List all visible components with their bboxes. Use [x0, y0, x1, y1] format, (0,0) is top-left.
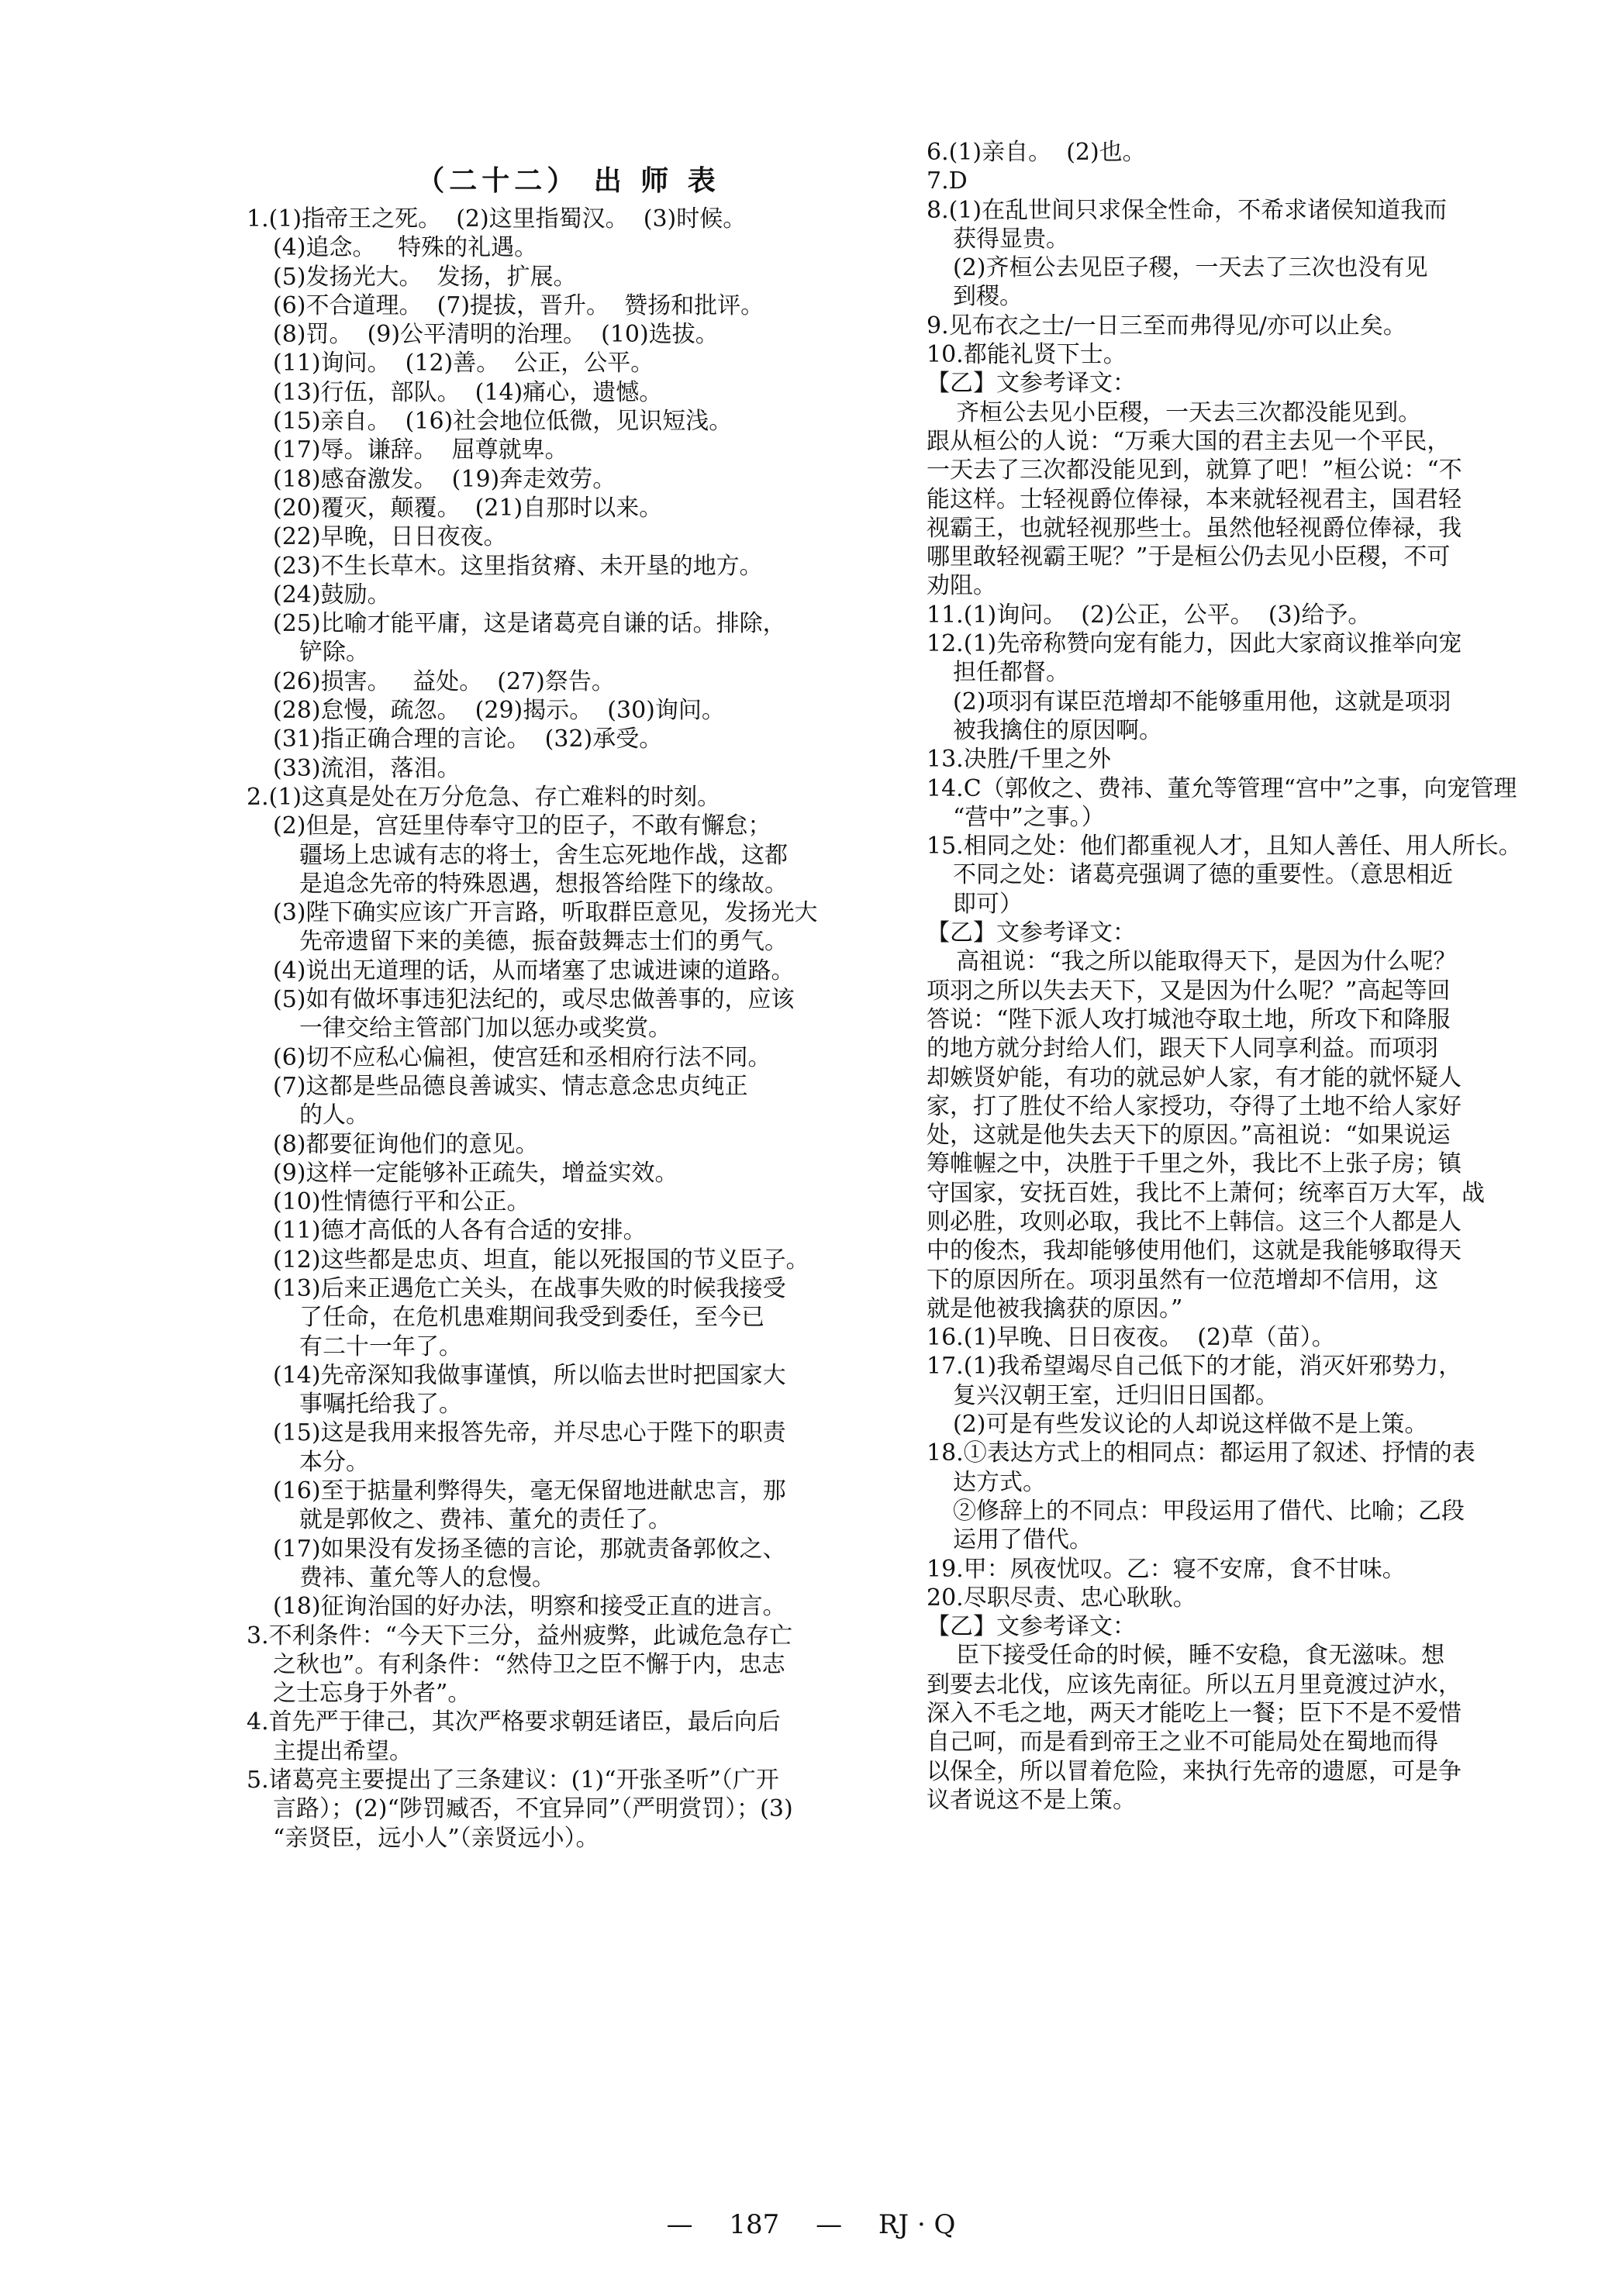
text-line: 事嘱托给我了。 — [299, 1391, 462, 1419]
text-line: 本分。 — [299, 1448, 369, 1476]
text-line: 10.都能礼贤下士。 — [927, 341, 1127, 369]
text-line: 有二十一年了。 — [299, 1332, 462, 1360]
text-line: 担任都督。 — [953, 659, 1069, 687]
text-line: 下的原因所在。项羽虽然有一位范增却不信用，这 — [927, 1266, 1438, 1294]
text-line: ②修辞上的不同点：甲段运用了借代、比喻；乙段 — [953, 1497, 1465, 1525]
text-line: 答说：“陛下派人攻打城池夺取土地，所攻下和降服 — [927, 1005, 1451, 1033]
text-line: (22)早晚，日日夜夜。 — [273, 523, 507, 551]
text-line: (15)亲自。 (16)社会地位低微，见识短浅。 — [273, 408, 733, 436]
text-line: 13.决胜/千里之外 — [927, 746, 1111, 774]
text-line: 到要去北伐，应该先南征。所以五月里竟渡过泸水， — [927, 1670, 1462, 1698]
text-line: (8)罚。 (9)公平清明的治理。 (10)选拔。 — [273, 321, 719, 349]
text-line: 臣下接受任命的时候，睡不安稳，食无滋味。想 — [927, 1642, 1445, 1670]
text-line: “亲贤臣，远小人”（亲贤远小）。 — [273, 1824, 599, 1852]
text-line: 齐桓公去见小臣稷，一天去三次都没能见到。 — [927, 398, 1422, 426]
text-line: (16)至于掂量利弊得失，毫无保留地进献忠言，那 — [273, 1477, 786, 1505]
text-line: 即可） — [953, 890, 1023, 918]
text-line: 17.(1)我希望竭尽自己低下的才能，消灭奸邪势力， — [927, 1353, 1462, 1381]
page-footer — [0, 2209, 1622, 2240]
text-line: 被我擒住的原因啊。 — [953, 716, 1162, 744]
text-line: (4)追念。 特殊的礼遇。 — [273, 234, 538, 262]
footer-dash-left: — — [666, 2209, 693, 2240]
text-line: 项羽之所以失去天下，又是因为什么呢？”高起等回 — [927, 977, 1451, 1005]
text-line: (24)鼓励。 — [273, 581, 391, 608]
text-line: (2)项羽有谋臣范增却不能够重用他，这就是项羽 — [953, 688, 1451, 715]
text-line: (11)询问。 (12)善。 公正，公平。 — [273, 350, 654, 377]
text-line: 则必胜，攻则必取，我比不上韩信。这三个人都是人 — [927, 1208, 1462, 1236]
left-column — [247, 152, 890, 1853]
text-line: 是追念先帝的特殊恩遇，想报答给陛下的缘故。 — [299, 870, 788, 898]
text-line: 一律交给主管部门加以惩办或奖赏。 — [299, 1015, 671, 1043]
text-line: 19.甲：夙夜忧叹。乙：寝不安席，食不甘味。 — [927, 1555, 1406, 1583]
text-line: 6.(1)亲自。 (2)也。 — [927, 139, 1146, 166]
text-line: 跟从桓公的人说：“万乘大国的君主去见一个平民， — [927, 427, 1451, 455]
text-line: 15.相同之处：他们都重视人才，且知人善任、用人所长。 — [927, 833, 1522, 860]
text-line: 之秋也”。有利条件：“然侍卫之臣不懈于内，忠志 — [273, 1650, 785, 1678]
text-line: 就是他被我擒获的原因。” — [927, 1295, 1183, 1322]
text-line: 之士忘身于外者”。 — [273, 1680, 471, 1708]
text-line: 运用了借代。 — [953, 1526, 1092, 1554]
text-line: 【乙】文参考译文： — [927, 1613, 1136, 1641]
text-line: (5)发扬光大。 发扬，扩展。 — [273, 263, 577, 291]
text-line: (18)感奋激发。 (19)奔走效劳。 — [273, 465, 616, 493]
text-line: 言路）；(2)“陟罚臧否，不宜异同”（严明赏罚）；(3) — [273, 1795, 793, 1823]
text-line: 【乙】文参考译文： — [927, 370, 1136, 398]
text-line: 3.不利条件：“今天下三分，益州疲弊，此诚危急存亡 — [247, 1622, 792, 1650]
text-line: (9)这样一定能够补正疏失，增益实效。 — [273, 1159, 678, 1187]
text-line: 能这样。士轻视爵位俸禄，本来就轻视君主，国君轻 — [927, 485, 1462, 513]
text-line: (5)如有做坏事违犯法纪的，或尽忠做善事的，应该 — [273, 986, 795, 1014]
text-line: (13)后来正遇危亡关头，在战事失败的时候我接受 — [273, 1274, 786, 1302]
text-line: 劝阻。 — [927, 572, 996, 600]
text-line: 达方式。 — [953, 1468, 1046, 1496]
text-line: (28)怠慢，疏忽。 (29)揭示。 (30)询问。 — [273, 697, 725, 725]
text-line: 深入不毛之地，两天才能吃上一餐；臣下不是不爱惜 — [927, 1700, 1462, 1728]
text-line: 的地方就分封给人们，跟天下人同享利益。而项羽 — [927, 1035, 1438, 1063]
text-line: 4.首先严于律己，其次严格要求朝廷诸臣，最后向后 — [247, 1708, 781, 1736]
text-line: (26)损害。 益处。 (27)祭告。 — [273, 667, 615, 695]
text-line: 9.见布衣之士/一日三至而弗得见/亦可以止矣。 — [927, 312, 1406, 340]
text-line: 自己呵，而是看到帝王之业不可能局处在蜀地而得 — [927, 1729, 1438, 1756]
text-line: (6)切不应私心偏袒，使宫廷和丞相府行法不同。 — [273, 1043, 771, 1071]
footer-dash-right: — — [816, 2209, 843, 2240]
text-line: (31)指正确合理的言论。 (32)承受。 — [273, 726, 663, 753]
text-line: 1.(1)指帝王之死。 (2)这里指蜀汉。 (3)时候。 — [247, 205, 747, 233]
text-line: 就是郭攸之、费祎、董允的责任了。 — [299, 1506, 671, 1534]
text-line: (8)都要征询他们的意见。 — [273, 1130, 539, 1158]
text-line: (10)性情德行平和公正。 — [273, 1188, 530, 1216]
text-line: 获得显贵。 — [953, 225, 1069, 253]
text-line: 20.尽职尽责、忠心耿耿。 — [927, 1584, 1196, 1612]
text-line: 以保全，所以冒着危险，来执行先帝的遗愿，可是争 — [927, 1757, 1462, 1785]
text-line: 中的俊杰，我却能够使用他们，这就是我能够取得天 — [927, 1237, 1462, 1265]
text-line: (23)不生长草木。这里指贫瘠、未开垦的地方。 — [273, 552, 763, 580]
text-line: (3)陛下确实应该广开言路，听取群臣意见，发扬光大 — [273, 899, 818, 927]
text-line: (18)征询治国的好办法，明察和接受正直的进言。 — [273, 1593, 786, 1621]
text-line: 哪里敢轻视霸王呢？”于是桓公仍去见小臣稷，不可 — [927, 543, 1451, 571]
text-line: 复兴汉朝王室，迁归旧日国都。 — [953, 1381, 1279, 1409]
text-line: 【乙】文参考译文： — [927, 919, 1136, 947]
text-line: (2)可是有些发议论的人却说这样做不是上策。 — [953, 1411, 1428, 1439]
text-line: 的人。 — [299, 1101, 369, 1129]
text-line: (17)辱。谦辞。 屈尊就卑。 — [273, 436, 568, 464]
text-line: 铲除。 — [299, 639, 369, 667]
page-title: （二十二） 出 师 表 — [416, 164, 720, 197]
text-line: 到稷。 — [953, 283, 1023, 311]
text-line: (4)说出无道理的话，从而堵塞了忠诚进谏的道路。 — [273, 957, 795, 984]
text-line: (17)如果没有发扬圣德的言论，那就责备郭攸之、 — [273, 1535, 786, 1563]
text-line: 8.(1)在乱世间只求保全性命，不希求诸侯知道我而 — [927, 196, 1448, 224]
right-column — [927, 138, 1562, 1815]
text-line: 守国家，安抚百姓，我比不上萧何；统率百万大军，战 — [927, 1179, 1485, 1207]
text-line: 一天去了三次都没能见到，就算了吧！”桓公说：“不 — [927, 457, 1462, 484]
edition-code: RJ · Q — [878, 2209, 956, 2240]
text-line: (6)不合道理。 (7)提拔，晋升。 赞扬和批评。 — [273, 291, 764, 319]
text-line: (12)这些都是忠贞、坦直，能以死报国的节义臣子。 — [273, 1246, 809, 1274]
text-line: 筹帷幄之中，决胜于千里之外，我比不上张子房；镇 — [927, 1150, 1462, 1178]
text-line: 疆场上忠诚有志的将士，舍生忘死地作战，这都 — [299, 841, 788, 869]
text-line: 18.①表达方式上的相同点：都运用了叙述、抒情的表 — [927, 1439, 1475, 1467]
text-line: 处，这就是他失去天下的原因。”高祖说：“如果说运 — [927, 1122, 1451, 1150]
text-line: 先帝遗留下来的美德，振奋鼓舞志士们的勇气。 — [299, 928, 788, 956]
text-line: (2)齐桓公去见臣子稷，一天去了三次也没有见 — [953, 254, 1428, 282]
text-line: (33)流泪，落泪。 — [273, 754, 461, 782]
text-line: (2)但是，宫廷里侍奉守卫的臣子，不敢有懈怠； — [273, 812, 771, 840]
text-line: 了任命，在危机患难期间我受到委任，至今已 — [299, 1304, 764, 1332]
text-line: 2.(1)这真是处在万分危急、存亡难料的时刻。 — [247, 783, 721, 811]
text-line: 14.C（郭攸之、费祎、董允等管理“宫中”之事，向宠管理 — [927, 774, 1517, 802]
text-line: (15)这是我用来报答先帝，并尽忠心于陛下的职责 — [273, 1419, 786, 1447]
text-line: 视霸王，也就轻视那些士。虽然他轻视爵位俸禄，我 — [927, 514, 1462, 542]
text-line: 5.诸葛亮主要提出了三条建议：(1)“开张圣听”（广开 — [247, 1767, 779, 1794]
text-line: “营中”之事。） — [953, 803, 1105, 831]
text-line: 11.(1)询问。 (2)公正，公平。 (3)给予。 — [927, 601, 1372, 629]
text-line: 12.(1)先帝称赞向宠有能力，因此大家商议推举向宠 — [927, 630, 1462, 658]
text-line: (20)覆灭，颠覆。 (21)自那时以来。 — [273, 494, 663, 522]
text-line: 7.D — [927, 167, 968, 195]
text-line: 主提出希望。 — [273, 1737, 412, 1765]
text-line: (25)比喻才能平庸，这是诸葛亮自谦的话。排除， — [273, 610, 786, 638]
text-line: 16.(1)早晚、日日夜夜。 (2)草（苗）。 — [927, 1324, 1335, 1352]
text-line: 却嫉贤妒能，有功的就忌妒人家，有才能的就怀疑人 — [927, 1064, 1462, 1091]
text-line: 议者说这不是上策。 — [927, 1786, 1136, 1814]
text-line: (13)行伍，部队。 (14)痛心，遗憾。 — [273, 378, 663, 406]
text-line: (14)先帝深知我做事谨慎，所以临去世时把国家大 — [273, 1361, 786, 1389]
text-line: 高祖说：“我之所以能取得天下，是因为什么呢？ — [927, 948, 1457, 976]
text-line: 不同之处：诸葛亮强调了德的重要性。（意思相近 — [953, 861, 1453, 889]
text-line: 费祎、董允等人的怠慢。 — [299, 1563, 555, 1591]
page-number: 187 — [729, 2209, 780, 2240]
text-line: (7)这都是些品德良善诚实、情志意念忠贞纯正 — [273, 1072, 748, 1100]
text-line: (11)德才高低的人各有合适的安排。 — [273, 1217, 647, 1245]
text-line: 家，打了胜仗不给人家授功，夺得了土地不给人家好 — [927, 1092, 1462, 1120]
